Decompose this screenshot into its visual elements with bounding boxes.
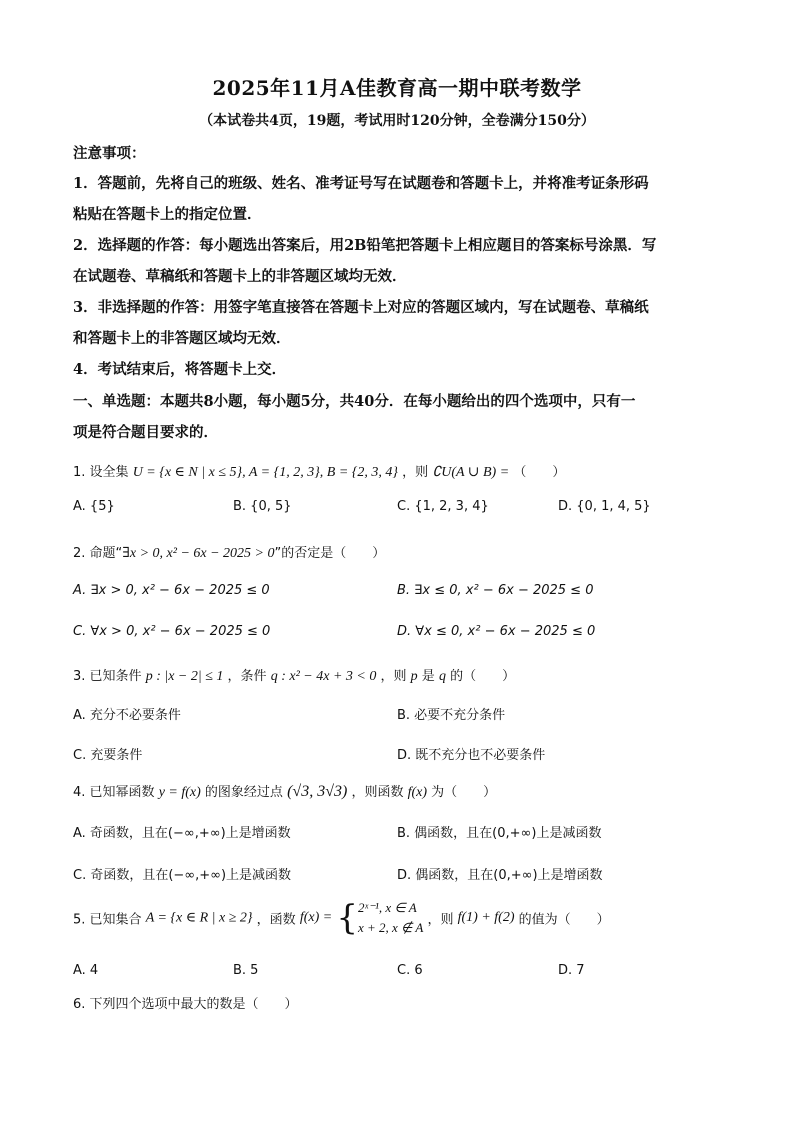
- question-5: [73, 898, 610, 938]
- note-4: 4．考试结束后，将答题卡上交．: [73, 361, 287, 378]
- note-1-line-2: 粘贴在答题卡上的指定位置．: [73, 206, 262, 223]
- q5-mid-2: ，则: [427, 912, 454, 928]
- q4-option-a: A. 奇函数，且在(−∞,+∞)上是增函数: [73, 826, 291, 841]
- q2-math: ∃x > 0, x² − 6x − 2025 > 0: [122, 546, 275, 561]
- q4-mid: 的图象经过点: [204, 785, 283, 800]
- q3-q: q: [438, 669, 446, 684]
- q4-option-b: B. 偶函数，且在(0,+∞)上是减函数: [397, 826, 602, 841]
- q2-option-a: A. ∃x > 0, x² − 6x − 2025 ≤ 0: [73, 583, 270, 598]
- q4-option-c: C. 奇函数，且在(−∞,+∞)上是减函数: [73, 868, 292, 883]
- q5-mid: ，函数: [256, 912, 296, 928]
- q1-mid: ，则: [402, 465, 429, 480]
- section-heading-line-1: 一、单选题：本题共8小题，每小题5分，共40分．在每小题给出的四个选项中，只有一: [73, 393, 636, 410]
- q1-option-a: A. {5}: [73, 499, 115, 514]
- q4-suffix: 为（ ）: [431, 785, 497, 800]
- note-2-line-2: 在试题卷、草稿纸和答题卡上的非答题区域均无效．: [73, 268, 407, 285]
- q1-option-c: C. {1, 2, 3, 4}: [397, 499, 489, 514]
- q4-math-2: (√3, 3√3): [287, 783, 348, 800]
- q5-math-3: f(1) + f(2): [457, 910, 515, 925]
- q4-prefix: 4. 已知幂函数: [73, 785, 155, 800]
- q2-option-b: B. ∃x ≤ 0, x² − 6x − 2025 ≤ 0: [397, 583, 594, 598]
- q3-option-c: C. 充要条件: [73, 748, 143, 763]
- q1-prefix: 1. 设全集: [73, 465, 129, 480]
- q1-math: U = {x ∈ N | x ≤ 5}, A = {1, 2, 3}, B = {2, 3, 4}: [132, 465, 398, 480]
- q3-mid-2: ，则: [380, 669, 407, 684]
- question-2: [73, 542, 385, 562]
- q5-option-a: A. 4: [73, 963, 99, 978]
- q4-mid-2: ，则函数: [351, 785, 404, 800]
- q2-option-c: C. ∀x > 0, x² − 6x − 2025 ≤ 0: [73, 624, 271, 639]
- q4-option-d: D. 偶函数，且在(0,+∞)上是增函数: [397, 868, 603, 883]
- q3-option-d: D. 既不充分也不必要条件: [397, 748, 546, 763]
- q1-option-b: B. {0, 5}: [233, 499, 292, 514]
- q5-math-2: f(x) =: [299, 910, 333, 925]
- piecewise-brace: {: [336, 898, 358, 938]
- question-4: [73, 781, 496, 801]
- note-2-line-1: 2．选择题的作答：每小题选出答案后，用2B铅笔把答题卡上相应题目的答案标号涂黑．写: [73, 237, 657, 254]
- note-1-line-1: 1．答题前，先将自己的班级、姓名、准考证号写在试题卷和答题卡上，并将准考证条形码: [73, 175, 649, 192]
- q3-option-a: A. 充分不必要条件: [73, 708, 181, 723]
- q2-suffix: ”的否定是（ ）: [274, 546, 386, 561]
- q3-p: p: [410, 669, 418, 684]
- q5-suffix: 的值为（ ）: [518, 912, 610, 928]
- q1-suffix: （ ）: [513, 465, 566, 480]
- q2-prefix: 2. 命题“: [73, 546, 123, 561]
- q5-piece-1: 2ˣ⁻¹, x ∈ A: [357, 900, 417, 915]
- q5-option-b: B. 5: [233, 963, 259, 978]
- q5-prefix: 5. 已知集合: [73, 912, 142, 928]
- exam-title: 2025年11月A佳教育高一期中联考数学: [212, 76, 582, 100]
- note-3-line-1: 3．非选择题的作答：用签字笔直接答在答题卡上对应的答题区域内，写在试题卷、草稿纸: [73, 299, 649, 316]
- q4-math-3: f(x): [407, 785, 428, 800]
- q3-prefix: 3. 已知条件: [73, 669, 142, 684]
- notes-heading: 注意事项：: [73, 145, 146, 162]
- q3-mid-3: 是: [421, 669, 435, 684]
- note-3-line-2: 和答题卡上的非答题区域均无效．: [73, 330, 291, 347]
- q1-math-2: ∁U(A ∪ B) =: [432, 465, 510, 480]
- q5-math: A = {x ∈ R | x ≥ 2}: [145, 910, 253, 926]
- question-1: [73, 461, 565, 481]
- q3-option-b: B. 必要不充分条件: [397, 708, 506, 723]
- q2-option-d: D. ∀x ≤ 0, x² − 6x − 2025 ≤ 0: [397, 624, 596, 639]
- section-heading-line-2: 项是符合题目要求的．: [73, 424, 218, 441]
- q5-piece-2: x + 2, x ∉ A: [357, 920, 424, 935]
- question-3: [73, 665, 515, 685]
- q3-math: p : |x − 2| ≤ 1: [145, 669, 224, 684]
- q1-option-d: D. {0, 1, 4, 5}: [558, 499, 651, 514]
- q4-math: y = f(x): [158, 785, 201, 800]
- question-6: 6. 下列四个选项中最大的数是（ ）: [73, 997, 298, 1012]
- q3-suffix: 的（ ）: [450, 669, 516, 684]
- q3-mid: ，条件: [227, 669, 267, 684]
- q5-option-c: C. 6: [397, 963, 423, 978]
- q3-math-2: q : x² − 4x + 3 < 0: [270, 669, 377, 684]
- piecewise: [358, 898, 423, 938]
- exam-subtitle: （本试卷共4页，19题，考试用时120分钟，全卷满分150分）: [199, 113, 595, 129]
- q5-option-d: D. 7: [558, 963, 585, 978]
